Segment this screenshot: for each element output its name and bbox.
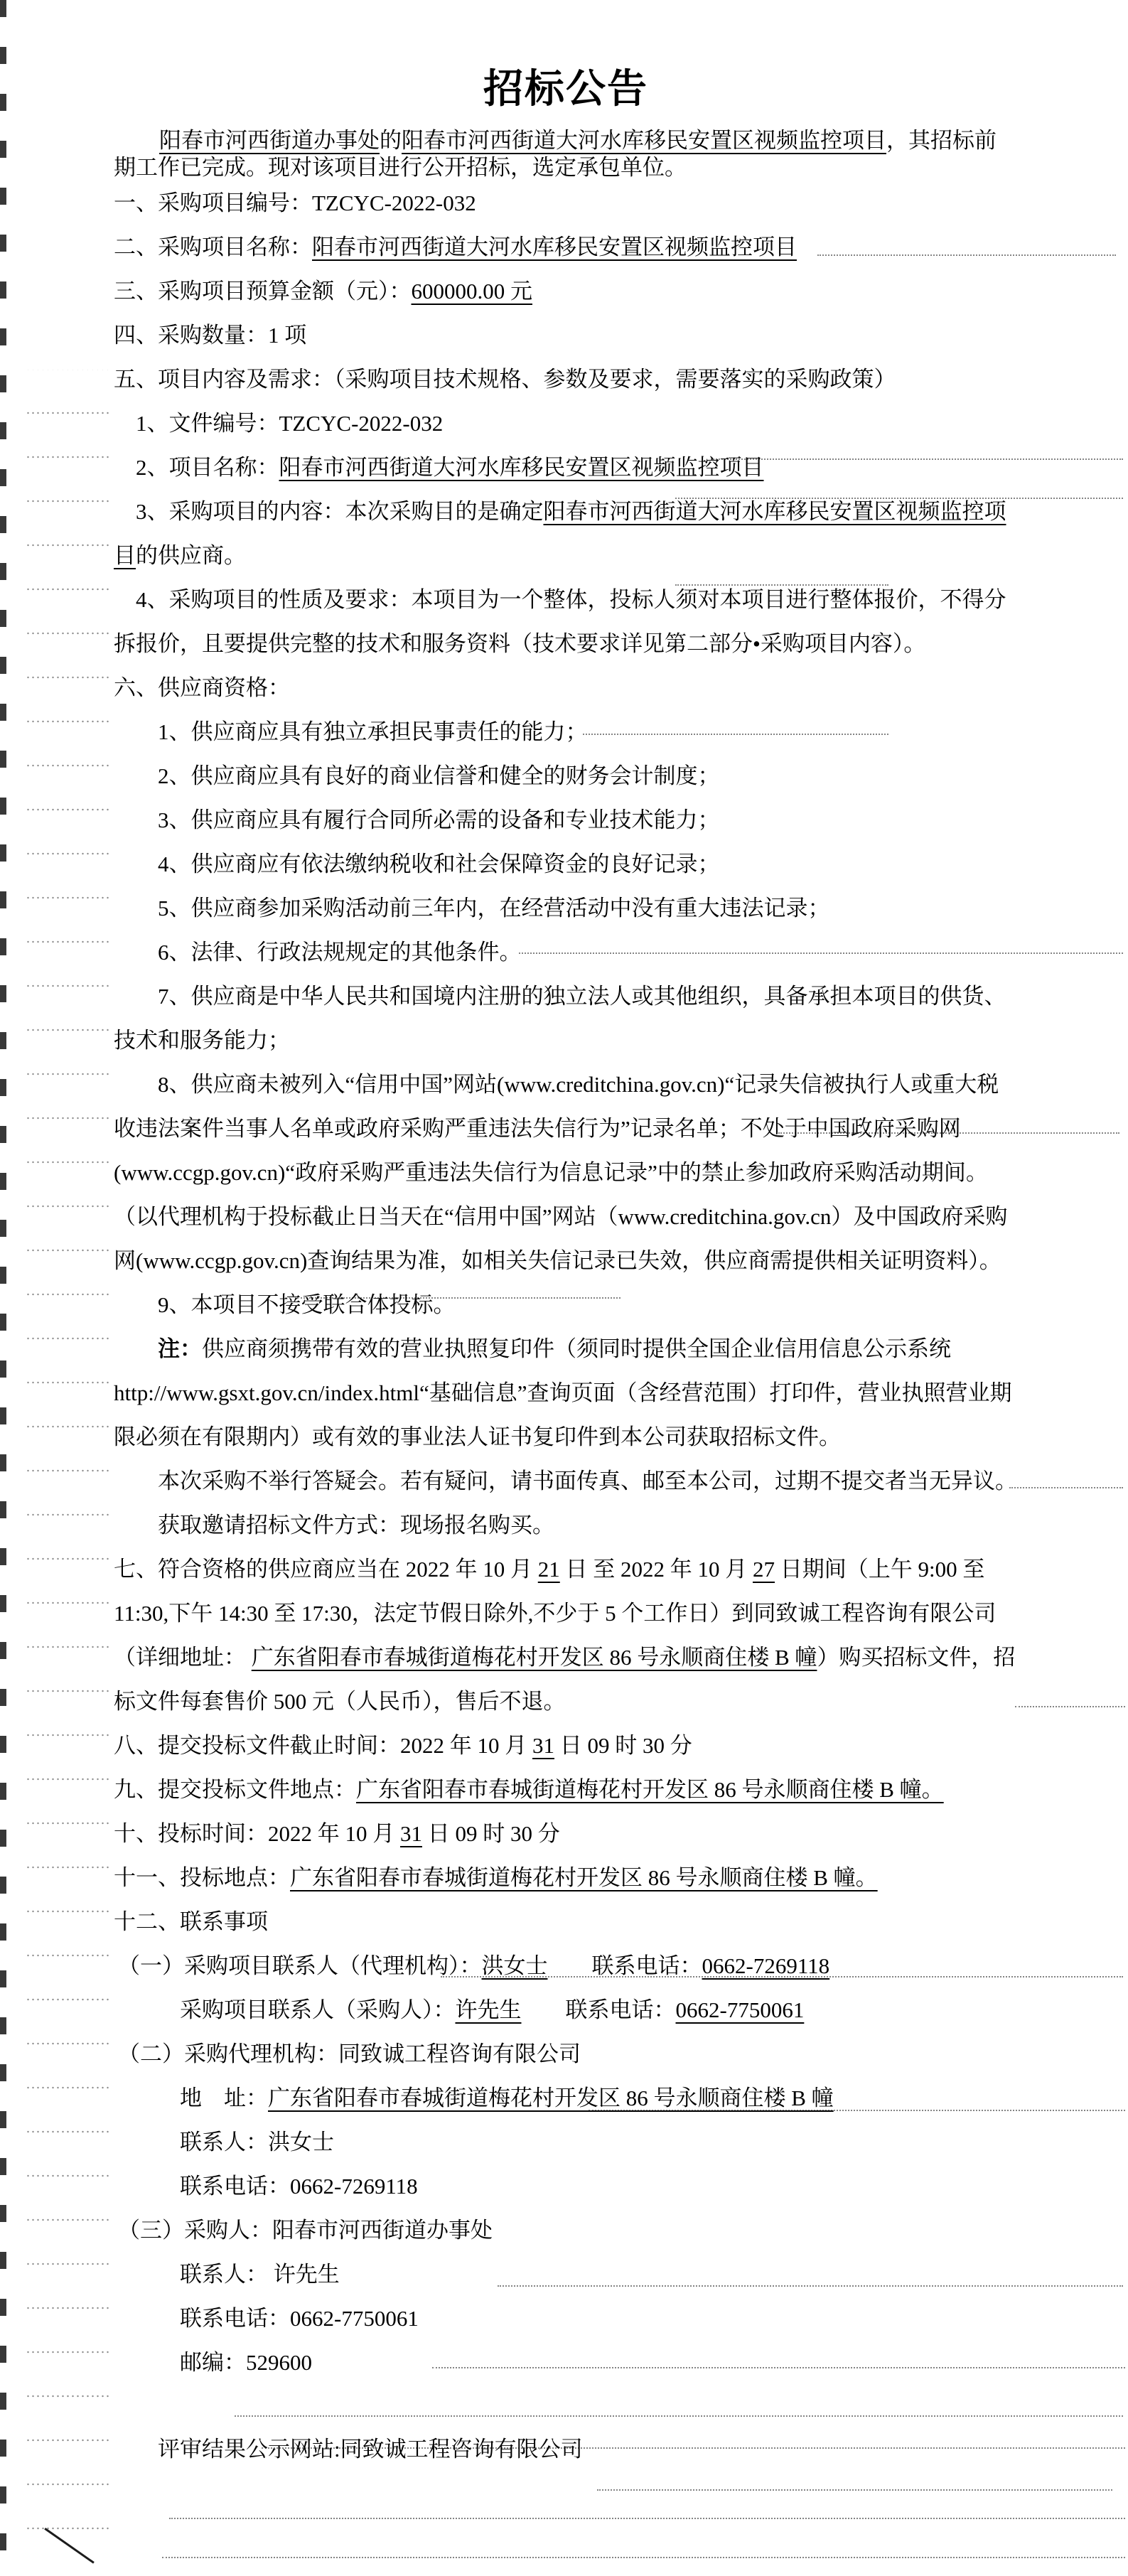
deadline-day: 31 <box>532 1733 554 1758</box>
document-body <box>114 0 1018 2472</box>
purchaser-phone-number: 0662-7750061 <box>675 1997 805 2022</box>
period-lead: 七、符合资格的供应商应当在 2022 年 10 月 <box>114 1557 538 1582</box>
qualification-item-3 <box>114 798 1018 842</box>
purchaser-name-text: （三）采购人：阳春市河西街道办事处 <box>118 2218 493 2243</box>
budget-label: 三、采购项目预算金额（元）： <box>114 279 412 304</box>
qualification-text: 5、供应商参加采购活动前三年内，在经营活动中没有重大违法记录； <box>158 896 830 921</box>
obtain-document-method-text: 获取邀请招标文件方式：现场报名购买。 <box>158 1513 554 1537</box>
review-result-site-line <box>114 2427 1018 2472</box>
scan-artifact-dotted-line <box>1009 1487 1123 1488</box>
project-content-tail: 的供应商。 <box>136 543 246 568</box>
period-mid: 日 至 2022 年 10 月 <box>559 1557 753 1582</box>
contact-person-text: 联系人： 许先生 <box>180 2262 340 2287</box>
qualification-item-2 <box>114 754 1018 798</box>
project-name: 阳春市河西街道大河水库移民安置区视频监控项目 <box>312 235 797 259</box>
qualification-item-9-no-consortium <box>114 1283 1018 1327</box>
qualification-text: 2、供应商应具有良好的商业信誉和健全的财务会计制度； <box>158 763 720 788</box>
intro-paragraph <box>114 127 1018 181</box>
project-name: 阳春市河西街道大河水库移民安置区视频监控项目 <box>279 455 764 480</box>
qualification-item-1 <box>114 710 1018 754</box>
item-5-3-project-content <box>114 490 1018 578</box>
project-name-label: 2、项目名称： <box>136 455 279 480</box>
deadline-label: 八、提交投标文件截止时间：2022 年 10 月 <box>114 1733 532 1758</box>
submission-place-address: 广东省阳春市春城街道梅花村开发区 86 号永顺商住楼 B 幢。 <box>356 1777 944 1802</box>
purchaser-phone-label: 联系电话： <box>521 1997 676 2022</box>
no-qa-meeting-text: 本次采购不举行答疑会。若有疑问，请书面传真、邮至本公司，过期不提交者当无异议。 <box>158 1469 1017 1493</box>
bid-time-tail: 日 09 时 30 分 <box>422 1821 560 1846</box>
qualification-item-7 <box>114 975 1018 1063</box>
agency-contact-person-line <box>114 2120 1018 2164</box>
postcode-text: 邮编：529600 <box>180 2350 312 2375</box>
qualification-text: 1、供应商应具有独立承担民事责任的能力； <box>158 719 588 744</box>
scan-artifact-dotted-line <box>169 2518 1125 2519</box>
review-result-site-text: 评审结果公示网站:同致诚工程咨询有限公司 <box>158 2437 583 2462</box>
scan-artifact-dotted-line <box>162 2557 1125 2558</box>
item-2-project-name <box>114 225 1018 269</box>
contact-phone-text: 联系电话：0662-7750061 <box>180 2306 419 2331</box>
supplier-qualification-text: 六、供应商资格： <box>114 675 290 700</box>
item-8-submission-deadline <box>114 1724 1018 1768</box>
scan-artifact-dotted-line <box>1015 1706 1125 1707</box>
qualification-text: 4、供应商应有依法缴纳税收和社会保障资金的良好记录； <box>158 852 720 876</box>
purchaser-contact-line <box>114 1988 1018 2032</box>
intro-rest: ，其招标前期工作已完成。现对该项目进行公开招标，选定承包单位。 <box>114 128 997 180</box>
agency-contact-phone-line <box>114 2164 1018 2209</box>
item-6-supplier-qualification-heading <box>114 666 1018 710</box>
project-number-text: 一、采购项目编号：TZCYC-2022-032 <box>114 190 476 215</box>
scan-artifact-dotted-line <box>597 2489 1112 2491</box>
address-label: 地 址： <box>180 2086 268 2110</box>
bid-place-address: 广东省阳春市春城街道梅花村开发区 86 号永顺商住楼 B 幢。 <box>290 1865 878 1890</box>
period-end-day: 27 <box>753 1557 775 1582</box>
note-text: 供应商须携带有效的营业执照复印件（须同时提供全国企业信用信息公示系统 http://www.gsxt.gov.cn/index.html“基础信息”查询页面（含经营范围）打印件，营业执照营业期限必须在有限期内）或有效的事业法人证书复印件到本公司获取招标文件。 <box>114 1336 1012 1449</box>
qualification-text: 8、供应商未被列入“信用中国”网站(www.creditchina.gov.cn)“记录失信被执行人或重大税收违法案件当事人名单或政府采购严重违法失信行为”记录名单；不处于中国政府采购网(www.ccgp.gov.cn)“政府采购严重违法失信行为信息记录”中的禁止参加政府采购活动期间。（以代理机构于投标截止日当天在“信用中国”网站（www.creditchina.gov.cn）及中国政府采购网(www.ccgp.gov.cn)查询结果为准，如相关失信记录已失效，供应商需提供相关证明资料）。 <box>114 1072 1008 1273</box>
purchaser-name-line <box>114 2209 1018 2253</box>
project-name: 阳春市河西街道大河水库移民安置区视频监控项目 <box>402 128 886 153</box>
note-label: 注： <box>158 1336 202 1361</box>
qualification-text: 3、供应商应具有履行合同所必需的设备和专业技术能力； <box>158 807 720 832</box>
purchaser-contact-person-line <box>114 2253 1018 2297</box>
obtain-document-method-line <box>114 1503 1018 1547</box>
qualification-item-4 <box>114 842 1018 886</box>
purchaser-name: 阳春市河西街道办事处 <box>159 128 380 153</box>
page-title: 招标公告 <box>483 68 648 112</box>
purchaser-contact-phone-line <box>114 2297 1018 2341</box>
item-12-contact-heading <box>114 1900 1018 1944</box>
period-detail: 日期间（上午 9:00 至 11:30,下午 14:30 至 17:30，法定节假日除外,不少于 5 个工作日）到同致诚工程咨询有限公司（详细地址： <box>114 1557 997 1670</box>
item-5-content-requirements <box>114 358 1018 402</box>
item-1-project-number <box>114 181 1018 225</box>
note-paragraph <box>114 1327 1018 1459</box>
intro-connector: 的 <box>380 128 402 153</box>
bid-time-label: 十、投标时间：2022 年 10 月 <box>114 1821 400 1846</box>
quantity-text: 四、采购数量：1 项 <box>114 323 307 348</box>
qualification-item-8 <box>114 1063 1018 1283</box>
project-content-lead: 3、采购项目的内容：本次采购目的是确定 <box>136 499 544 524</box>
agency-contact-name: 洪女士 <box>481 1953 548 1978</box>
qualification-text: 7、供应商是中华人民共和国境内注册的独立法人或其他组织，具备承担本项目的供货、技术和服务能力； <box>114 984 1006 1053</box>
agency-phone-label: 联系电话： <box>547 1953 702 1978</box>
qualification-item-5 <box>114 886 1018 930</box>
agency-contact-line <box>114 1944 1018 1988</box>
no-qa-meeting-line <box>114 1459 1018 1503</box>
submission-place-label: 九、提交投标文件地点： <box>114 1777 356 1802</box>
agency-contact-label: （一）采购项目联系人（代理机构）： <box>118 1953 482 1978</box>
agency-name-line <box>114 2032 1018 2076</box>
item-3-budget <box>114 269 1018 313</box>
item-10-bid-time <box>114 1812 1018 1856</box>
qualification-item-6 <box>114 930 1018 975</box>
contact-heading-text: 十二、联系事项 <box>114 1909 268 1934</box>
qualification-text: 9、本项目不接受联合体投标。 <box>158 1292 456 1317</box>
project-name: 阳春市河西街道大河水库移民安置区视频监控项目 <box>114 499 1006 568</box>
purchaser-contact-name: 许先生 <box>455 1997 522 2022</box>
deadline-tail: 日 09 时 30 分 <box>554 1733 692 1758</box>
agency-address: 广东省阳春市春城街道梅花村开发区 86 号永顺商住楼 B 幢 <box>251 1645 817 1670</box>
item-5-2-project-name <box>114 446 1018 490</box>
budget-amount: 600000.00 元 <box>411 279 532 304</box>
purchaser-contact-label: 采购项目联系人（采购人）： <box>180 1997 456 2022</box>
scan-edge-marks <box>0 0 6 2576</box>
qualification-text: 6、法律、行政法规规定的其他条件。 <box>158 940 522 965</box>
bid-time-day: 31 <box>400 1821 422 1846</box>
item-11-bid-place <box>114 1856 1018 1900</box>
item-4-quantity <box>114 313 1018 358</box>
project-name-label: 二、采购项目名称： <box>114 235 312 259</box>
contact-person-text: 联系人：洪女士 <box>180 2130 334 2154</box>
content-requirements-text: 五、项目内容及需求：（采购项目技术规格、参数及要求，需要落实的采购政策） <box>114 367 896 392</box>
agency-address: 广东省阳春市春城街道梅花村开发区 86 号永顺商住楼 B 幢 <box>268 2086 834 2110</box>
file-number-text: 1、文件编号：TZCYC-2022-032 <box>136 411 444 436</box>
period-start-day: 21 <box>537 1557 560 1582</box>
agency-address-line <box>114 2076 1018 2120</box>
contact-phone-text: 联系电话：0662-7269118 <box>180 2174 418 2199</box>
agency-name-text: （二）采购代理机构：同致诚工程咨询有限公司 <box>118 2041 581 2066</box>
item-9-submission-place <box>114 1768 1018 1812</box>
period-tail: ）购买招标文件，招标文件每套售价 500 元（人民币），售后不退。 <box>114 1645 1016 1714</box>
item-5-1-file-number <box>114 402 1018 446</box>
item-5-4-nature-requirements <box>114 578 1018 666</box>
postcode-line <box>114 2341 1018 2385</box>
item-7-purchase-period <box>114 1547 1018 1724</box>
scan-artifact-dots-column <box>26 370 111 2567</box>
nature-requirements-text: 4、采购项目的性质及要求：本项目为一个整体，投标人须对本项目进行整体报价，不得分拆报价，且要提供完整的技术和服务资料（技术要求详见第二部分•采购项目内容）。 <box>114 587 1006 656</box>
agency-phone-number: 0662-7269118 <box>702 1953 830 1978</box>
bid-place-label: 十一、投标地点： <box>114 1865 290 1890</box>
